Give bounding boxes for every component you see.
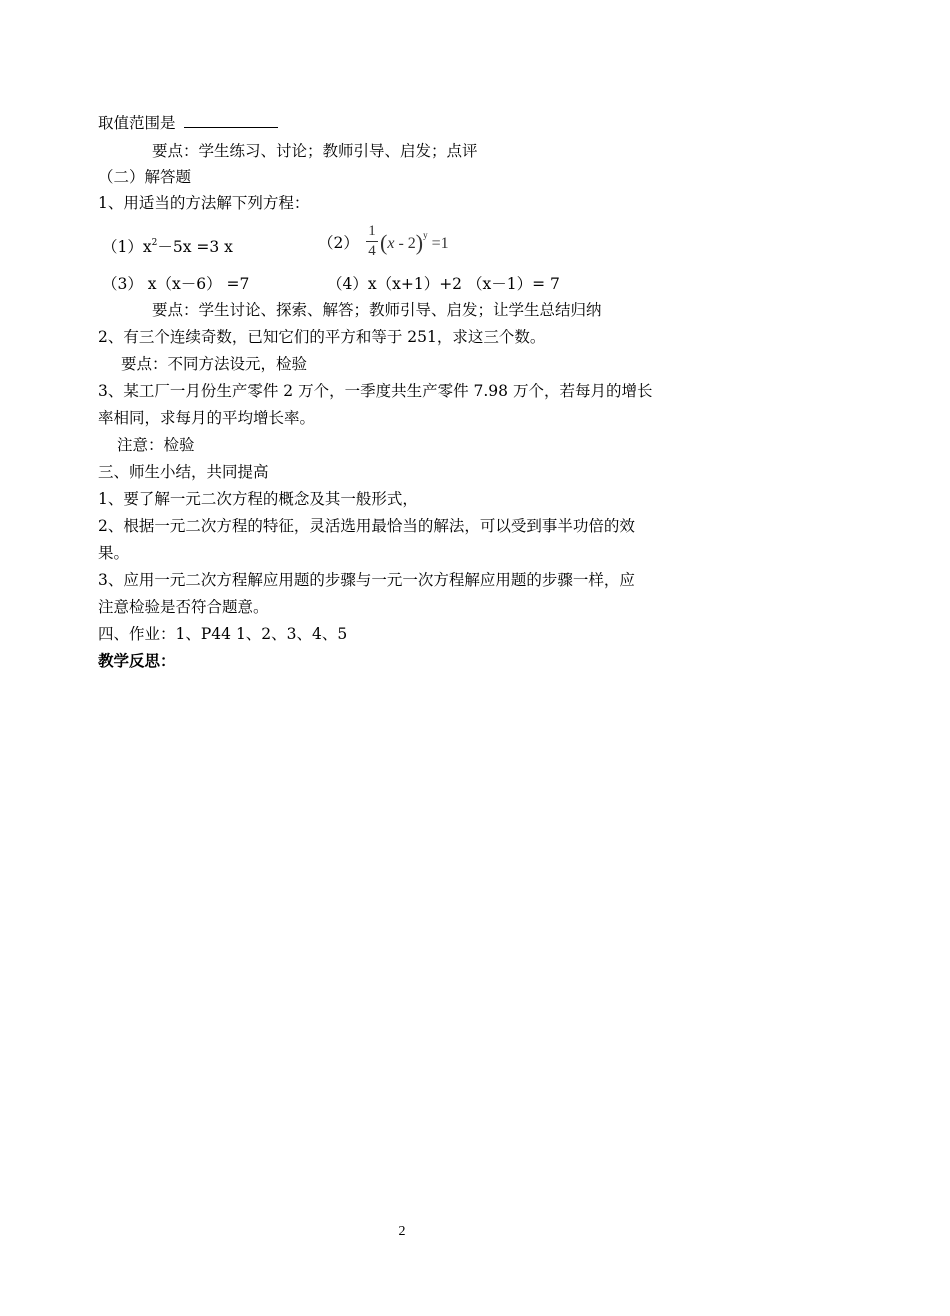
tip-practice: 要点：学生练习、讨论；教师引导、启发；点评 <box>152 142 478 160</box>
fraction-bar <box>366 241 378 242</box>
equation-2-fraction <box>366 223 378 260</box>
range-label: 取值范围是 <box>98 114 176 132</box>
equation-2-rhs: =1 <box>427 235 449 252</box>
equation-4: （4）x（x+1）+2 （x－1）= 7 <box>327 275 560 293</box>
summary-2-line-1: 2、根据一元二次方程的特征，灵活选用最恰当的解法，可以受到事半功倍的效 <box>98 517 635 535</box>
range-line <box>98 113 278 133</box>
equation-2-label: （2） <box>318 234 359 252</box>
question-1: 1、用适当的方法解下列方程： <box>98 194 310 212</box>
variable-x: x <box>387 235 395 252</box>
teaching-reflection: 教学反思： <box>98 652 176 670</box>
summary-3-line-1: 3、应用一元二次方程解应用题的步骤与一元一次方程解应用题的步骤一样，应 <box>98 571 635 589</box>
question-3-line-1: 3、某工厂一月份生产零件 2 万个，一季度共生产零件 7.98 万个，若每月的增长 <box>98 382 653 400</box>
question-2: 2、有三个连续奇数，已知它们的平方和等于 251，求这三个数。 <box>98 328 546 346</box>
tip-variables: 要点：不同方法设元，检验 <box>121 355 308 373</box>
right-paren: ) <box>415 230 424 255</box>
summary-1: 1、要了解一元二次方程的概念及其一般形式， <box>98 490 418 508</box>
question-3-line-2: 率相同，求每月的平均增长率。 <box>98 409 316 427</box>
equation-1-exponent: 2 <box>151 238 158 248</box>
left-paren: ( <box>380 230 388 255</box>
answer-blank <box>184 113 278 128</box>
equation-3: （3） x（x－6） =7 <box>102 275 250 293</box>
equation-1 <box>102 233 233 257</box>
equation-2-expression <box>380 230 449 256</box>
fraction-numerator: 1 <box>368 223 376 239</box>
summary-3-line-2: 注意检验是否符合题意。 <box>98 598 269 616</box>
homework: 四、作业：1、P44 1、2、3、4、5 <box>98 625 348 643</box>
equation-2-exponent: y <box>423 230 428 240</box>
summary-2-line-2: 果。 <box>98 544 130 562</box>
equation-1-label: （1）x <box>102 238 152 256</box>
minus-two: - 2 <box>394 235 416 252</box>
section-answer-questions: （二）解答题 <box>98 168 192 186</box>
note-check: 注意：检验 <box>117 436 195 454</box>
equation-1-rest: －5x =3 x <box>157 238 233 256</box>
section-summary: 三、师生小结，共同提高 <box>98 463 269 481</box>
tip-discussion: 要点：学生讨论、探索、解答；教师引导、启发；让学生总结归纳 <box>152 301 602 319</box>
page-number: 2 <box>398 1224 406 1239</box>
fraction-denominator: 4 <box>368 243 376 259</box>
